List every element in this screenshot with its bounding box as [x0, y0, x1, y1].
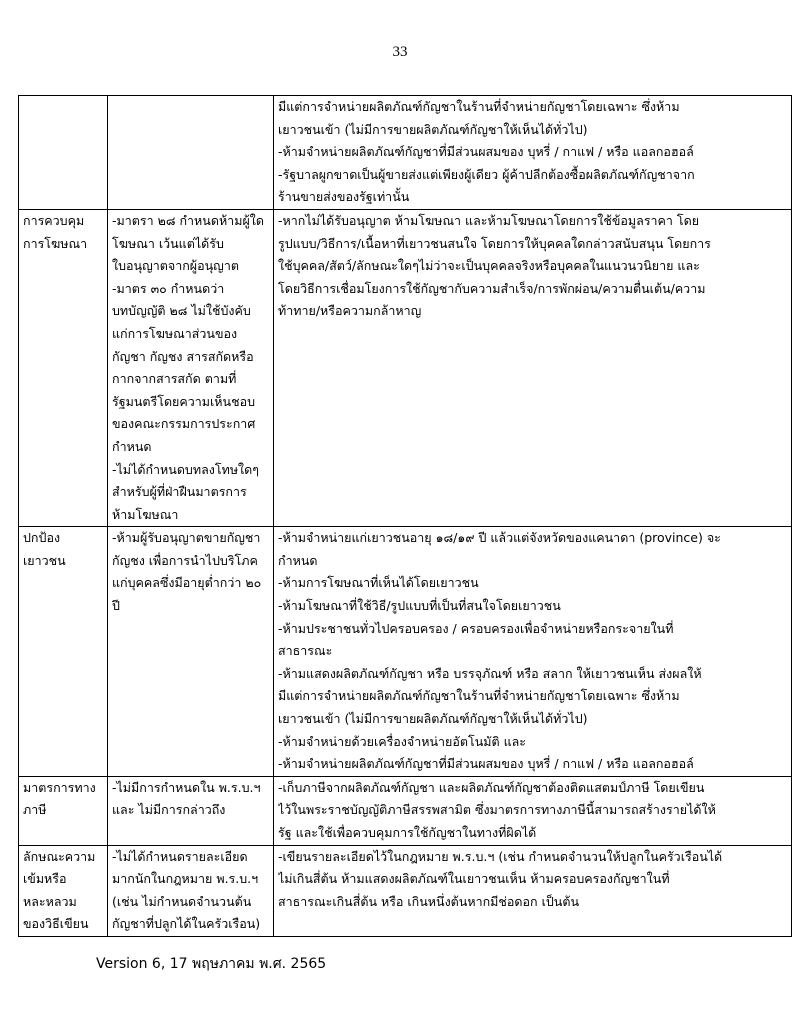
- text-line: แก่การโฆษณาส่วนของ: [112, 325, 238, 341]
- text-line: รูปแบบ/วิธีการ/เนื้อหาที่เยาวชนสนใจ โดยการให้บุคคลใดกล่าวสนับสนุน โดยการ: [278, 235, 711, 251]
- text-line: เข้มหรือ: [23, 871, 67, 887]
- text-line: -ห้ามโฆษณาที่ใช้วิธี/รูปแบบที่เป็นที่สนใจโดยเยาวชน: [278, 598, 561, 614]
- text-line: การควบคุม: [23, 212, 85, 228]
- thai-law-cell: [108, 209, 274, 526]
- text-line: -ไม่ได้กำหนดบทลงโทษใดๆ: [112, 461, 259, 477]
- topic-cell: [19, 96, 108, 210]
- text-line: เยาวชน: [23, 552, 66, 568]
- text-line: ปี: [112, 598, 120, 614]
- text-line: แก่บุคคลซึ่งมีอายุต่ำกว่า ๒๐: [112, 575, 262, 591]
- text-line: -ห้ามจำหน่ายด้วยเครื่องจำหน่ายอัตโนมัติ และ: [278, 733, 527, 749]
- text-line: โดยวิธีการเชื่อมโยงการใช้กัญชากับความสำเร็จ/การพักผ่อน/ความตื่นเต้น/ความ: [278, 280, 706, 296]
- text-line: (เช่น ไม่กำหนดจำนวนต้น: [112, 893, 252, 909]
- text-line: ใบอนุญาตจากผู้อนุญาต: [112, 258, 239, 274]
- text-line: มีแต่การจำหน่ายผลิตภัณฑ์กัญชาในร้านที่จำหน่ายกัญชาโดยเฉพาะ ซึ่งห้าม: [278, 99, 680, 114]
- thai-law-cell: [108, 776, 274, 845]
- canada-law-cell: [274, 527, 792, 777]
- text-line: กำหนด: [278, 552, 318, 568]
- text-line: -มาตรา ๒๘ กำหนดห้ามผู้ใด: [112, 212, 264, 228]
- text-line: รัฐมนตรีโดยความเห็นชอบ: [112, 393, 256, 409]
- text-line: การโฆษณา: [23, 235, 88, 251]
- canada-law-cell: [274, 845, 792, 936]
- text-line: กากจากสารสกัด ตามที่: [112, 371, 237, 387]
- text-line: มากนักในกฎหมาย พ.ร.บ.ฯ: [112, 871, 259, 887]
- table-row: [19, 209, 792, 526]
- text-line: -รัฐบาลผูกขาดเป็นผู้ขายส่งแต่เพียงผู้เดียว ผู้ค้าปลีกต้องซื้อผลิตภัณฑ์กัญชาจาก: [278, 166, 695, 182]
- text-line: ลักษณะความ: [23, 848, 96, 864]
- topic-cell: [19, 209, 108, 526]
- comparison-table: [18, 95, 792, 937]
- text-line: กัญชาที่ปลูกได้ในครัวเรือน): [112, 916, 261, 932]
- text-line: เยาวชนเข้า (ไม่มีการขายผลิตภัณฑ์กัญชาให้เห็นได้ทั่วไป): [278, 711, 588, 727]
- version-footer: Version 6, 17 พฤษภาคม พ.ศ. 2565: [96, 956, 327, 972]
- table-row: [19, 96, 792, 210]
- topic-cell: [19, 776, 108, 845]
- text-line: กัญชา กัญชง สารสกัดหรือ: [112, 348, 254, 364]
- text-line: และ ไม่มีการกล่าวถึง: [112, 802, 226, 818]
- table-row: [19, 845, 792, 936]
- text-line: หละหลวม: [23, 893, 77, 909]
- canada-law-cell: [274, 776, 792, 845]
- text-line: -ห้ามการโฆษณาที่เห็นได้โดยเยาวชน: [278, 575, 479, 591]
- text-line: รัฐ และใช้เพื่อควบคุมการใช้กัญชาในทางที่ผิดได้: [278, 825, 537, 840]
- text-line: ห้ามโฆษณา: [112, 506, 179, 522]
- text-line: -หากไม่ได้รับอนุญาต ห้ามโฆษณา และห้ามโฆษณาโดยการใช้ข้อมูลราคา โดย: [278, 212, 700, 228]
- text-line: ใช้บุคคล/สัตว์/ลักษณะใดๆไม่ว่าจะเป็นบุคคลจริงหรือบุคคลในแนวนวนิยาย และ: [278, 258, 700, 274]
- text-line: -ห้ามจำหน่ายผลิตภัณฑ์กัญชาที่มีส่วนผสมของ บุหรี่ / กาแฟ / หรือ แอลกอฮอล์: [278, 144, 694, 160]
- text-line: ไว้ในพระราชบัญญัติภาษีสรรพสามิต ซึ่งมาตรการทางภาษีนี้สามารถสร้างรายได้ให้: [278, 802, 716, 818]
- canada-law-cell: [274, 96, 792, 210]
- text-line: มีแต่การจำหน่ายผลิตภัณฑ์กัญชาในร้านที่จำหน่ายกัญชาโดยเฉพาะ ซึ่งห้าม: [278, 688, 680, 704]
- text-line: -ห้ามผู้รับอนุญาตขายกัญชา: [112, 530, 261, 546]
- text-line: กำหนด: [112, 438, 152, 454]
- text-line: -ไม่มีการกำหนดใน พ.ร.บ.ฯ: [112, 779, 261, 795]
- table-row: [19, 776, 792, 845]
- text-line: ปกป้อง: [23, 530, 61, 546]
- text-line: -เก็บภาษีจากผลิตภัณฑ์กัญชา และผลิตภัณฑ์กัญชาต้องติดแสตมป์ภาษี โดยเขียน: [278, 779, 705, 795]
- text-line: บทบัญญัติ ๒๘ ไม่ใช้บังคับ: [112, 303, 251, 319]
- text-line: โฆษณา เว้นแต่ได้รับ: [112, 235, 224, 251]
- text-line: สาธารณะ: [278, 643, 333, 659]
- text-line: เยาวชนเข้า (ไม่มีการขายผลิตภัณฑ์กัญชาให้เห็นได้ทั่วไป): [278, 121, 588, 137]
- text-line: ท้าทาย/หรือความกล้าหาญ: [278, 303, 422, 319]
- text-line: สำหรับผู้ที่ฝ่าฝืนมาตรการ: [112, 484, 247, 500]
- text-line: ไม่เกินสี่ต้น ห้ามแสดงผลิตภัณฑ์ในเยาวชนเห็น ห้ามครอบครองกัญชาในที่: [278, 871, 670, 887]
- text-line: ร้านขายส่งของรัฐเท่านั้น: [278, 189, 410, 205]
- text-line: -ห้ามแสดงผลิตภัณฑ์กัญชา หรือ บรรจุภัณฑ์ หรือ สลาก ให้เยาวชนเห็น ส่งผลให้: [278, 665, 702, 681]
- topic-cell: [19, 527, 108, 777]
- text-line: ภาษี: [23, 802, 47, 818]
- thai-law-cell: [108, 527, 274, 777]
- topic-cell: [19, 845, 108, 936]
- page-number: 33: [392, 44, 408, 60]
- text-line: -มาตร ๓๐ กำหนดว่า: [112, 280, 225, 296]
- text-line: มาตรการทาง: [23, 779, 96, 795]
- text-line: -ห้ามจำหน่ายแก่เยาวชนอายุ ๑๘/๑๙ ปี แล้วแต่จังหวัดของแคนาดา (province) จะ: [278, 530, 721, 546]
- thai-law-cell: [108, 845, 274, 936]
- text-line: สาธารณะเกินสี่ต้น หรือ เกินหนึ่งต้นหากมีช่อดอก เป็นต้น: [278, 893, 579, 909]
- text-line: -เขียนรายละเอียดไว้ในกฎหมาย พ.ร.บ.ฯ (เช่น กำหนดจำนวนให้ปลูกในครัวเรือนได้: [278, 848, 723, 864]
- text-line: ของวิธีเขียน: [23, 916, 89, 932]
- text-line: กัญชง เพื่อการนำไปบริโภค: [112, 552, 258, 568]
- text-line: -ห้ามประชาชนทั่วไปครอบครอง / ครอบครองเพื่อจำหน่ายหรือกระจายในที่: [278, 620, 674, 636]
- thai-law-cell: [108, 96, 274, 210]
- text-line: -ห้ามจำหน่ายผลิตภัณฑ์กัญชาที่มีส่วนผสมของ บุหรี่ / กาแฟ / หรือ แอลกอฮอล์: [278, 756, 694, 772]
- table-row: [19, 527, 792, 777]
- text-line: -ไม่ได้กำหนดรายละเอียด: [112, 848, 248, 864]
- text-line: ของคณะกรรมการประกาศ: [112, 416, 256, 432]
- canada-law-cell: [274, 209, 792, 526]
